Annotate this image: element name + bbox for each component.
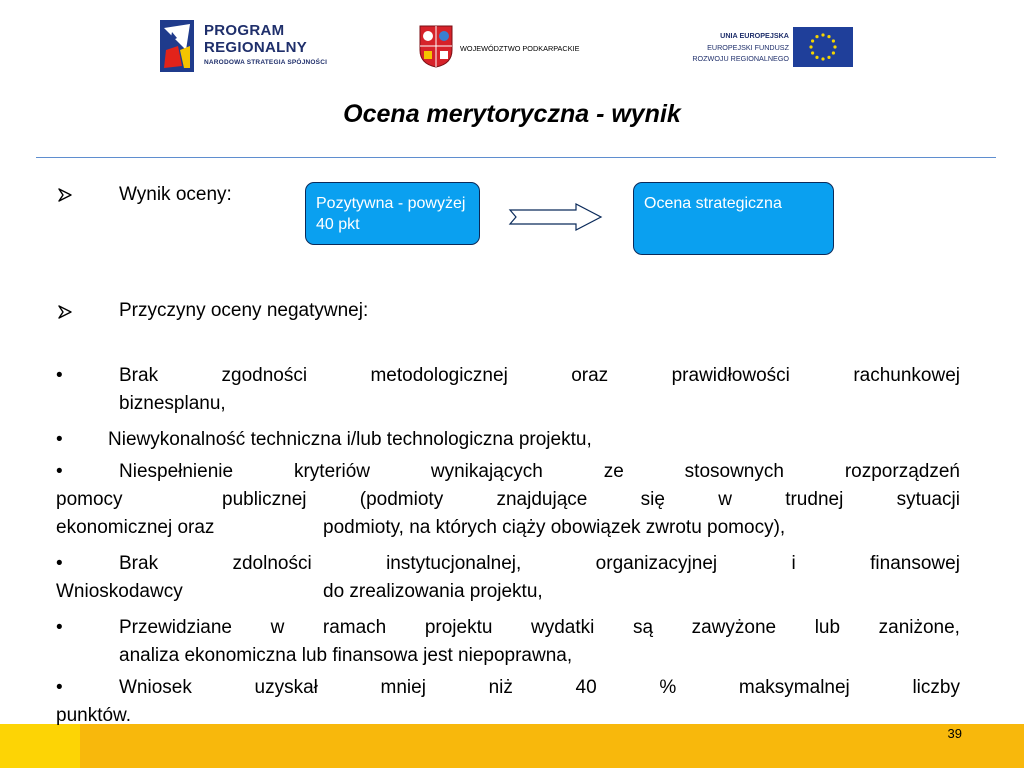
eu-logo-line2: EUROPEJSKI FUNDUSZ <box>707 43 789 52</box>
flow-arrow-icon <box>508 202 604 232</box>
result-box-strategic: Ocena strategiczna <box>633 182 834 255</box>
bullet-marker: • <box>56 461 63 482</box>
podkarpackie-logo-text: WOJEWÓDZTWO PODKARPACKIE <box>460 44 580 53</box>
program-logo-subtitle: NARODOWA STRATEGIA SPÓJNOŚCI <box>204 59 328 66</box>
wynik-oceny-label: Wynik oceny: <box>119 184 232 205</box>
program-logo-line1: PROGRAM <box>204 22 285 39</box>
eu-logo <box>680 25 855 69</box>
przyczyny-label: Przyczyny oceny negatywnej: <box>119 300 369 321</box>
bullet-marker: • <box>56 677 63 698</box>
arrow-bullet-icon <box>57 304 73 320</box>
reason-text-line: Brak zgodności metodologicznej oraz prawidłowości rachunkowej <box>119 365 960 386</box>
footer-accent <box>0 724 80 768</box>
eu-logo-line1: UNIA EUROPEJSKA <box>720 31 789 40</box>
bullet-marker: • <box>56 553 63 574</box>
reason-item <box>56 426 960 454</box>
arrow-bullet-icon <box>57 187 73 203</box>
program-regionalny-logo <box>160 20 340 72</box>
reason-item: • Wniosek uzyskał mniej niż 40 % maksymalnej liczby <box>56 674 960 702</box>
footer-bar <box>0 724 1024 768</box>
bullet-marker: • <box>56 429 63 450</box>
bullet-marker: • <box>56 617 63 638</box>
reason-item: • Niespełnienie kryteriów wynikających ze stosownych rozporządzeń pomocy publicznej (podmioty znajdujące się w trudnej sytuacji ekonomicznej oraz podmioty, na których ciąży obowiązek zwrotu pomocy), <box>56 458 960 542</box>
eu-flag-icon <box>793 27 853 67</box>
reason-text-continuation: punktów. <box>56 705 131 726</box>
page-title: Ocena merytoryczna - wynik <box>343 100 681 128</box>
program-logo-line2: REGIONALNY <box>204 39 308 56</box>
reason-item: • Brak zdolności instytucjonalnej, organizacyjnej i finansowej Wnioskodawcy do zrealizowania projektu, <box>56 550 960 606</box>
program-regionalny-mark-icon <box>160 20 194 72</box>
page-number: 39 <box>947 726 962 741</box>
reason-text: Niewykonalność techniczna i/lub technologiczna projektu, <box>108 429 592 450</box>
podkarpackie-logo <box>418 24 618 68</box>
reason-item: • Brak zgodności metodologicznej oraz prawidłowości rachunkowej biznesplanu, <box>56 362 960 418</box>
title-divider <box>36 157 996 158</box>
result-box-positive: Pozytywna - powyżej 40 pkt <box>305 182 480 245</box>
eu-logo-line3: ROZWOJU REGIONALNEGO <box>692 54 789 63</box>
bullet-marker: • <box>56 365 63 386</box>
reason-item: • Przewidziane w ramach projektu wydatki są zawyżone lub zaniżone, analiza ekonomiczna lub finansowa jest niepoprawna, <box>56 614 960 670</box>
podkarpackie-crest-icon <box>418 24 454 68</box>
